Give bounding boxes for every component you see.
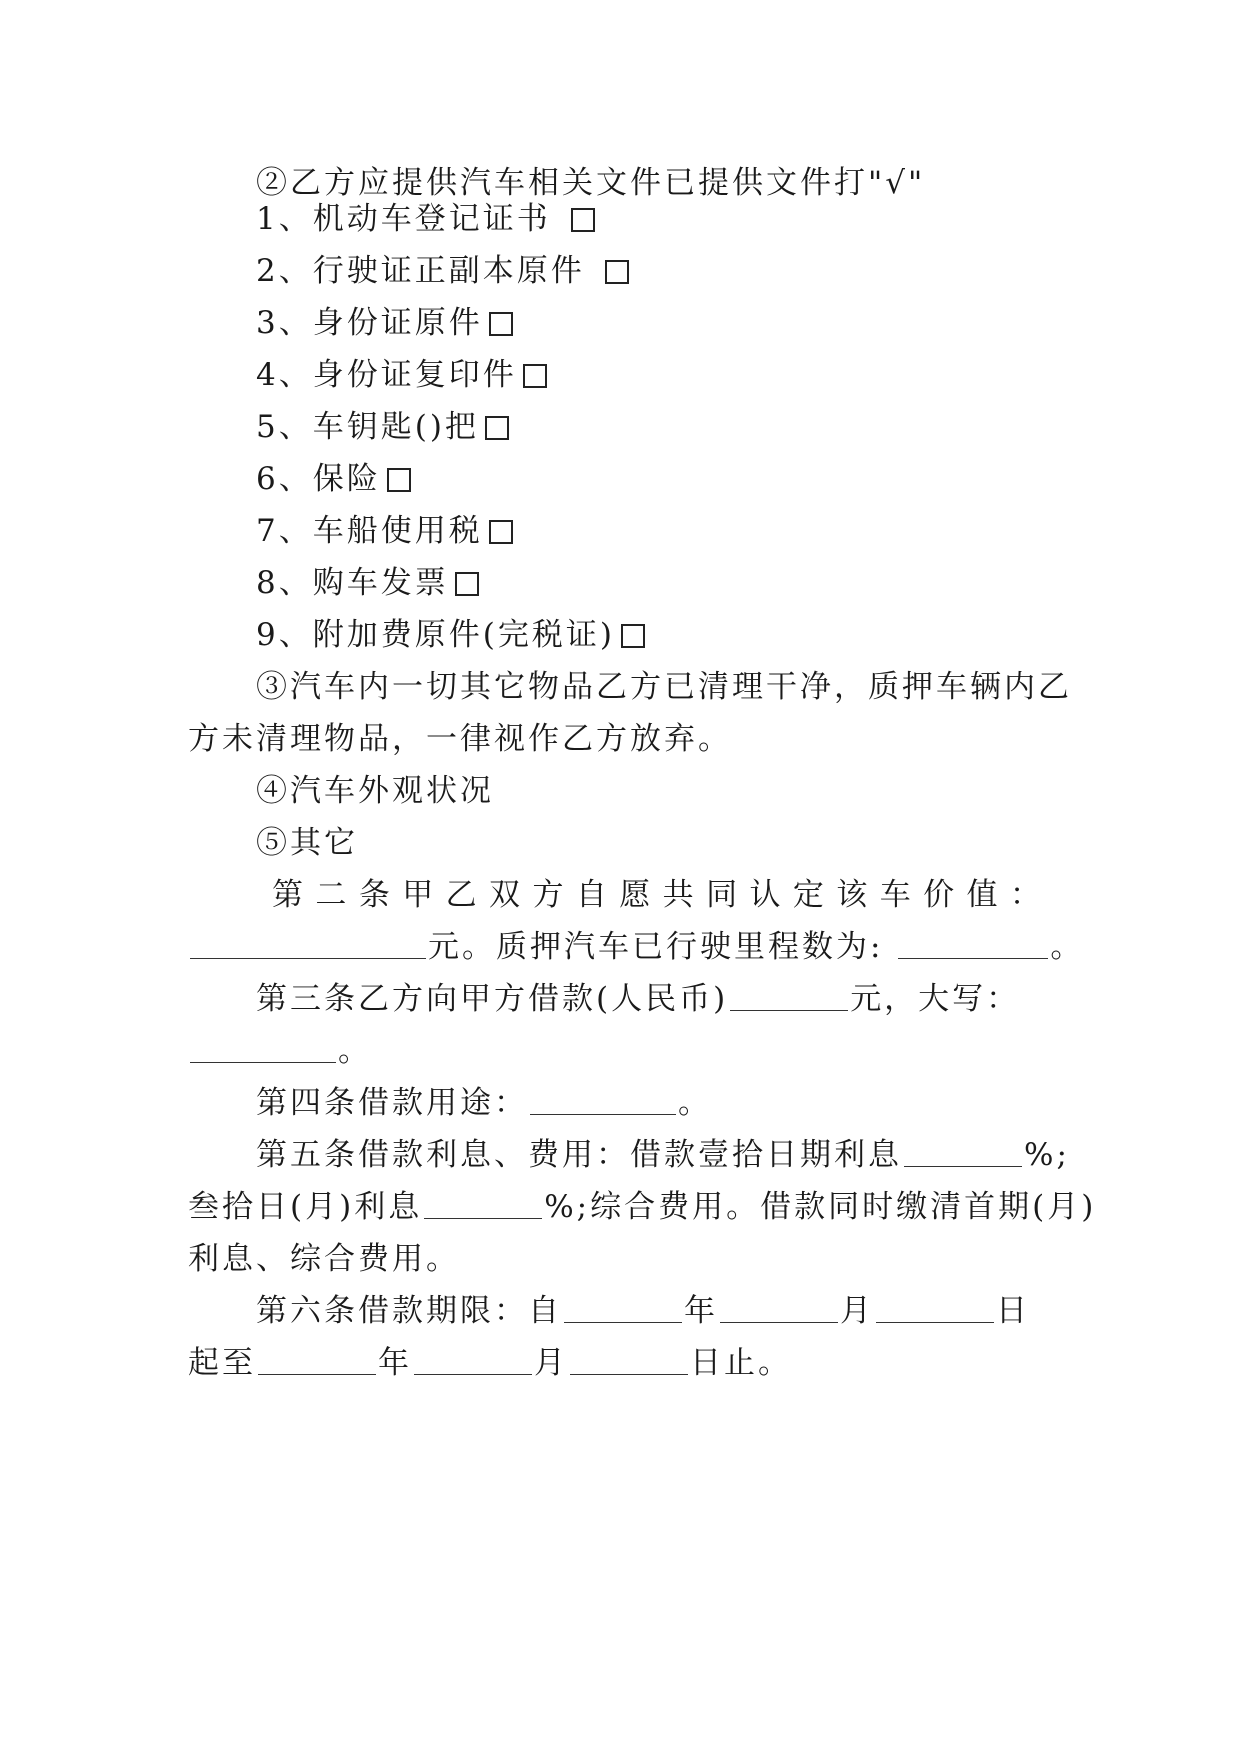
- checklist-item-7: 7、车船使用税: [256, 511, 513, 551]
- checkbox[interactable]: [523, 364, 547, 388]
- checklist-item-4: 4、身份证复印件: [256, 355, 547, 395]
- article-2-char: 甲: [402, 877, 437, 913]
- article-2-char: 认: [749, 877, 784, 913]
- article-2-char: 第: [272, 877, 306, 913]
- checklist-item-3: 3、身份证原件: [256, 303, 513, 343]
- loan-purpose-blank[interactable]: [530, 1088, 676, 1115]
- checklist-item-5: 5、车钥匙()把: [256, 407, 509, 447]
- article-2-char: 乙: [445, 877, 480, 913]
- checklist-item-9: 9、附加费原件(完税证): [256, 615, 645, 655]
- article-6-line-2: 起至 年 月 日止。: [188, 1345, 792, 1381]
- item-4: ④汽车外观状况: [256, 773, 494, 809]
- mileage-blank[interactable]: [898, 932, 1048, 959]
- article-4: 第四条借款用途： 。: [256, 1085, 712, 1121]
- article-2-char: 双: [489, 877, 524, 913]
- checklist-item-6: 6、保险: [256, 459, 411, 499]
- end-month-blank[interactable]: [414, 1348, 532, 1375]
- ten-day-rate-blank[interactable]: [904, 1140, 1022, 1167]
- checkbox[interactable]: [571, 208, 595, 232]
- article-2-char: 该: [836, 877, 871, 913]
- article-6-line-1: 第六条借款期限：自 年 月 日: [256, 1293, 1030, 1329]
- article-3-line-2: 。: [188, 1031, 372, 1071]
- article-5-line-2: 叁拾日(月)利息 %;综合费用。借款同时缴清首期(月): [188, 1189, 1097, 1225]
- article-2-char: 愿: [619, 877, 654, 913]
- checklist-item-1: 1、机动车登记证书: [256, 199, 595, 239]
- checkbox[interactable]: [489, 520, 513, 544]
- article-2-line-2: 元。质押汽车已行驶里程数为: 。: [188, 927, 1084, 967]
- article-2-char: 值: [966, 877, 1001, 913]
- article-2-char: 二: [315, 877, 350, 913]
- start-month-blank[interactable]: [720, 1296, 838, 1323]
- end-day-blank[interactable]: [570, 1348, 688, 1375]
- article-2-char: 车: [879, 877, 914, 913]
- article-2-char: 自: [575, 877, 610, 913]
- checkbox[interactable]: [455, 572, 479, 596]
- start-day-blank[interactable]: [876, 1296, 994, 1323]
- amount-in-words-blank[interactable]: [190, 1036, 336, 1063]
- loan-amount-blank[interactable]: [730, 984, 848, 1011]
- end-year-blank[interactable]: [258, 1348, 376, 1375]
- start-year-blank[interactable]: [564, 1296, 682, 1323]
- article-2-char: 条: [358, 877, 393, 913]
- checkbox[interactable]: [605, 260, 629, 284]
- article-3-line-1: 第三条乙方向甲方借款(人民币) 元，大写：: [256, 981, 1021, 1017]
- item-3-line-2: 方未清理物品，一律视作乙方放弃。: [188, 721, 732, 757]
- article-2-char: ：: [1009, 877, 1044, 913]
- item-3-line-1: ③汽车内一切其它物品乙方已清理干净，质押车辆内乙: [256, 669, 1072, 705]
- article-2-char: 同: [706, 877, 741, 913]
- checkbox[interactable]: [621, 624, 645, 648]
- checkbox[interactable]: [387, 468, 411, 492]
- article-5-line-1: 第五条借款利息、费用：借款壹拾日期利息 %;: [256, 1137, 1070, 1173]
- item-5: ⑤其它: [256, 825, 358, 861]
- article-2-char: 方: [532, 877, 567, 913]
- checklist-item-8: 8、购车发票: [256, 563, 479, 603]
- value-blank[interactable]: [190, 932, 426, 959]
- article-2-char: 定: [792, 877, 827, 913]
- article-2-char: 价: [923, 877, 958, 913]
- checkbox[interactable]: [489, 312, 513, 336]
- checkbox[interactable]: [485, 416, 509, 440]
- article-2-line-1: [272, 875, 1044, 915]
- checklist-item-2: 2、行驶证正副本原件: [256, 251, 629, 291]
- article-2-char: 共: [662, 877, 697, 913]
- item-2-heading: ②乙方应提供汽车相关文件已提供文件打"√": [256, 165, 926, 201]
- thirty-day-rate-blank[interactable]: [424, 1192, 542, 1219]
- article-5-line-3: 利息、综合费用。: [188, 1241, 460, 1277]
